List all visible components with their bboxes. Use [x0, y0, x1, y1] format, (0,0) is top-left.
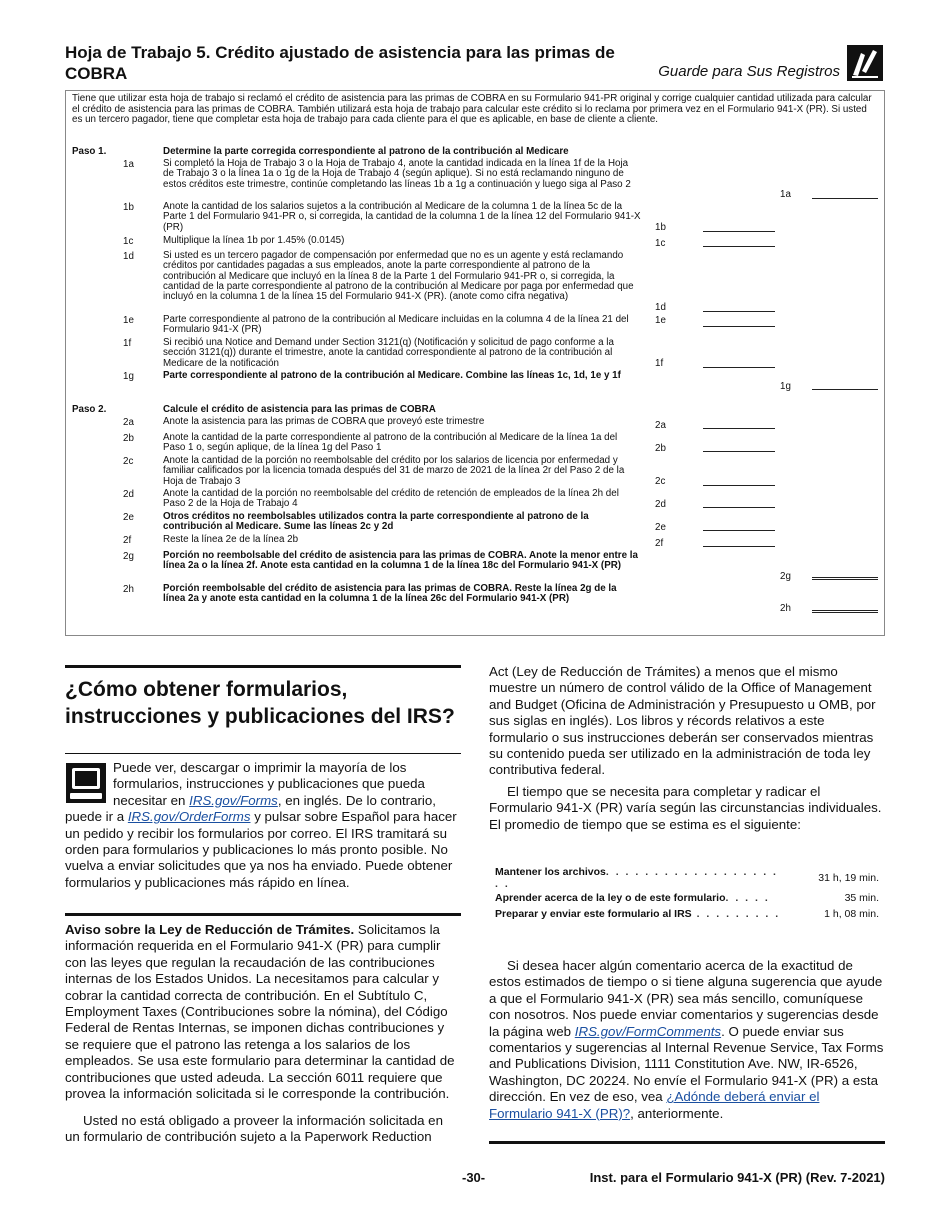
irs-orderforms-link[interactable]: IRS.gov/OrderForms — [127, 809, 251, 825]
line-num: 1c — [123, 236, 134, 247]
entry-1a[interactable] — [812, 198, 878, 199]
line-ref-1d: 1d — [655, 302, 666, 313]
line-num: 2e — [123, 512, 134, 523]
line-num: 2c — [123, 456, 134, 467]
line-num: 1g — [123, 371, 134, 382]
line-num: 2d — [123, 489, 134, 500]
line-text-2g: Porción no reembolsable del crédito de asistencia para las primas de COBRA. Anote la menor entre la línea 2a o la línea 2f. Anote esta cantidad en la columna 1 de la línea 18c del Formulario 941-X (PR) — [163, 550, 638, 572]
line-text-2b: Anote la cantidad de la parte correspondiente al patrono de la contribución al Medicare de la línea 1a del Paso 1 o, según aplique, de la línea 1g del Paso 1 — [163, 432, 618, 454]
pen-paper-icon — [847, 45, 883, 81]
entry-2f[interactable] — [703, 546, 775, 547]
line-text-1g: Parte correspondiente al patrono de la contribución al Medicare. Combine las líneas 1c, 1d, 1e y 1f — [163, 370, 621, 381]
table-row — [495, 866, 879, 890]
line-num: 1a — [123, 159, 134, 170]
entry-2e[interactable] — [703, 530, 775, 531]
line-text-1d: Si usted es un tercero pagador de compensación por enfermedad que no es un agente y está reclamando créditos por cantidades pagadas a sus empleados, anote la parte correspondiente al patrono de la contribución al Medicare que incluyó en la línea 8 de la Parte 1 del Formulario 941-PR o, si corregida, la cantidad de la parte correspondiente al patrono de la contribución al Medicare por paga por enfermedad que incluyó en la columna 1 de la línea 15 del Formulario 941-X (PR). (anote como cifra negativa) — [163, 250, 634, 303]
step2-heading: Calcule el crédito de asistencia para las primas de COBRA — [163, 404, 436, 415]
time-value: 35 min. — [844, 892, 879, 904]
page-number: -30- — [462, 1170, 486, 1185]
line-ref-2e: 2e — [655, 522, 666, 533]
line-ref-2a: 2a — [655, 420, 666, 431]
line-ref-1c: 1c — [655, 238, 666, 249]
line-text-2e: Otros créditos no reembolsables utilizados contra la parte correspondiente al patrono de la contribución al Medicare. Sume las líneas 2c y 2d — [163, 511, 589, 533]
forms-text-b: , en inglés. De lo contrario, puede ir a — [65, 792, 436, 825]
comments-paragraph — [489, 958, 885, 1122]
step1-label: Paso 1. — [72, 146, 107, 157]
line-text-1e: Parte correspondiente al patrono de la contribución al Medicare incluidas en la columna 4 de la línea 21 del Formulario 941-X (PR) — [163, 314, 629, 336]
line-ref-2d: 2d — [655, 499, 666, 510]
section-rule — [65, 753, 461, 754]
line-num: 2f — [123, 535, 132, 546]
entry-1f[interactable] — [703, 367, 775, 368]
line-text-2h: Porción reembolsable del crédito de asistencia para las primas de COBRA. Reste la línea 2g de la línea 2a y anote esta cantidad en la columna 1 de la línea 26c del Formulario 941-X (PR) — [163, 583, 617, 605]
line-text-1f: Si recibió una Notice and Demand under Section 3121(q) (Notificación y solicitud de pago conforme a la sección 3121(q)) durante el trimestre, anote la cantidad correspondiente al patrono de la contribución al Medicare de la notificación — [163, 337, 614, 369]
time-value: 31 h, 19 min. — [818, 872, 879, 884]
section-rule — [65, 665, 461, 668]
irs-forms-link[interactable]: IRS.gov/Forms — [189, 792, 278, 808]
privacy-paragraph-2: Usted no está obligado a proveer la información solicitada en un formulario de contribución sujeto a la Paperwork Reduction — [65, 1113, 443, 1145]
form-footer: Inst. para el Formulario 941-X (PR) (Rev. 7-2021) — [589, 1170, 885, 1185]
line-num: 1b — [123, 202, 134, 213]
entry-1b[interactable] — [703, 231, 775, 232]
time-value: 1 h, 08 min. — [824, 908, 879, 920]
worksheet-intro: Tiene que utilizar esta hoja de trabajo si reclamó el crédito de asistencia para las primas de COBRA en su Formulario 941-PR original y corrige cualquier cantidad utilizada para calcular el crédito de asistencia para las primas de COBRA. También utilizará esta hoja de trabajo para calcular este crédito si lo reclama por primera vez en el Formulario 941-X (PR). Si usted es un tercero pagador, tiene que completar esta hoja de trabajo para cada cliente para el que es aplicable, en base de cliente a cliente. — [72, 93, 872, 125]
line-ref-1a: 1a — [780, 189, 791, 200]
line-num: 1f — [123, 338, 132, 349]
section-rule — [489, 1141, 885, 1144]
time-label: Mantener los archivos. . . . . . . . . . . . . . . . . . . . — [495, 866, 778, 890]
line-text-1b: Anote la cantidad de los salarios sujetos a la contribución al Medicare de la columna 1 de la línea 5c de la Parte 1 del Formulario 941-PR o, si corregida, la cantidad de la columna 1 de la línea 12 del Formulario 941-X (PR) — [163, 201, 641, 233]
line-text-2c: Anote la cantidad de la porción no reembolsable del crédito por los salarios de licencia por enfermedad y familiar calificados por la licencia tomada después del 31 de marzo de 2021 de la línea 2r del Paso 2 de la Hoja de Trabajo 3 — [163, 455, 625, 487]
step1-heading: Determine la parte corregida correspondiente al patrono de la contribución al Medicare — [163, 146, 569, 157]
line-text-1a: Si completó la Hoja de Trabajo 3 o la Hoja de Trabajo 4, anote la cantidad indicada en la línea 1f de la Hoja de Trabajo 3 o la línea 1a o 1g de la Hoja de Trabajo 4 (según aplique). Si no está reclamando ninguno de estos créditos este trimestre, continúe completando las líneas 1b a 1g a continuación y luego siga al Paso 2 — [163, 158, 631, 190]
time-paragraph: El tiempo que se necesita para completar y radicar el Formulario 941-X (PR) varía según las circunstancias individuales. El promedio de tiempo que se estima es el siguiente: — [489, 784, 882, 832]
line-num: 2h — [123, 584, 134, 595]
line-ref-1f: 1f — [655, 358, 664, 369]
privacy-title: Aviso sobre la Ley de Reducción de Trámites. — [65, 922, 355, 937]
table-row — [495, 890, 879, 906]
forms-text-a: Puede ver, descargar o imprimir la mayoría de los formularios, instrucciones y publicaciones que pueda necesitar en — [113, 760, 425, 808]
privacy-paragraph — [65, 922, 461, 1102]
table-row — [495, 906, 879, 922]
worksheet-title: Hoja de Trabajo 5. Crédito ajustado de asistencia para las primas de COBRA — [65, 43, 615, 83]
step2-label: Paso 2. — [72, 404, 107, 415]
forms-text-c: y pulsar sobre Español para hacer un pedido y recibir los formularios por correo. El IRS tramitará su orden para formularios y publicaciones lo más pronto posible. No vuelva a enviar solicitudes que ya nos ha enviado. Puede obtener formularios y publicaciones más rápido en línea. — [65, 809, 457, 890]
line-num: 2a — [123, 417, 134, 428]
line-ref-1g: 1g — [780, 381, 791, 392]
line-text-1c: Multiplique la línea 1b por 1.45% (0.0145) — [163, 235, 345, 246]
comments-text-b: . O puede enviar sus comentarios y sugerencias al Internal Revenue Service, Tax Forms and Publications Division, 1111 Constitution Ave. NW, IR-6526, Washington, DC 20224. No envíe el Formulario 941-X (PR) a esta dirección. En vez de eso, vea — [489, 1023, 884, 1105]
line-text-2d: Anote la cantidad de la porción no reembolsable del crédito de retención de empleados de la línea 2h del Paso 2 de la Hoja de Trabajo 4 — [163, 488, 619, 510]
form-comments-link[interactable]: IRS.gov/FormComments — [574, 1023, 722, 1039]
time-estimate-table — [495, 866, 879, 922]
line-num: 2g — [123, 551, 134, 562]
time-label: Aprender acerca de la ley o de este formulario. . . . . — [495, 892, 770, 904]
forms-heading: ¿Cómo obtener formularios, instrucciones y publicaciones del IRS? — [65, 678, 455, 728]
entry-1d[interactable] — [703, 311, 775, 312]
entry-2a[interactable] — [703, 428, 775, 429]
entry-2h[interactable] — [812, 610, 878, 613]
line-ref-2c: 2c — [655, 476, 666, 487]
section-rule — [65, 913, 461, 916]
entry-2g[interactable] — [812, 577, 878, 580]
entry-1g[interactable] — [812, 389, 878, 390]
entry-1c[interactable] — [703, 246, 775, 247]
line-num: 1e — [123, 315, 134, 326]
entry-2c[interactable] — [703, 485, 775, 486]
line-ref-1e: 1e — [655, 315, 666, 326]
line-ref-1b: 1b — [655, 222, 666, 233]
privacy-text: Solicitamos la información requerida en el Formulario 941-X (PR) para cumplir con las leyes que regulan la recaudación de las contribuciones internas de los Estados Unidos. La necesitamos para calcular y cobrar la cantidad correcta de contribución. En el Subtítulo C, Employment Taxes (Contribuciones sobre la nómina), del Código Federal de Rentas Internas, se imponen dichas contribuciones y se requiere que el patrono las retenga a los salarios de los empleados. Se usa este formulario para determinar la cantidad de contribuciones que usted adeuda. La sección 6011 requiere que provea la información solicitada si le corresponde la contribución. — [65, 922, 455, 1102]
time-label: Preparar y enviar este formulario al IRS . . . . . . . . . — [495, 908, 781, 920]
line-ref-2h: 2h — [780, 603, 791, 614]
entry-1e[interactable] — [703, 326, 775, 327]
comments-text-c: , anteriormente. — [630, 1105, 724, 1121]
forms-paragraph — [65, 760, 461, 891]
entry-2b[interactable] — [703, 451, 775, 452]
line-num: 2b — [123, 433, 134, 444]
keep-for-records: Guarde para Sus Registros — [658, 63, 840, 80]
line-ref-2g: 2g — [780, 571, 791, 582]
line-num: 1d — [123, 251, 134, 262]
line-text-2f: Reste la línea 2e de la línea 2b — [163, 534, 299, 545]
comments-text-a: Si desea hacer algún comentario acerca de la exactitud de estos estimados de tiempo o si tiene alguna sugerencia que ayude a que el Formulario 941-X (PR) sea más sencillo, comuníquese con nosotros. Nos puede enviar comentarios y sugerencias desde la página web — [489, 958, 883, 1039]
line-ref-2f: 2f — [655, 538, 664, 549]
paperwork-paragraph: Act (Ley de Reducción de Trámites) a menos que el mismo muestre un número de control válido de la Office of Management and Budget (Oficina de Administración y Presupuesto u OMB, por sus siglas en inglés). Los libros y récords relativos a este formulario o sus instrucciones deberán ser conservados mientras su contenido pueda ser utilizado en la administración de toda ley contributiva federal. — [489, 664, 876, 778]
line-ref-2b: 2b — [655, 443, 666, 454]
line-text-2a: Anote la asistencia para las primas de COBRA que proveyó este trimestre — [163, 416, 485, 427]
where-to-file-link[interactable]: ¿Adónde deberá enviar el Formulario 941-X (PR)? — [489, 1089, 820, 1121]
entry-2d[interactable] — [703, 507, 775, 508]
